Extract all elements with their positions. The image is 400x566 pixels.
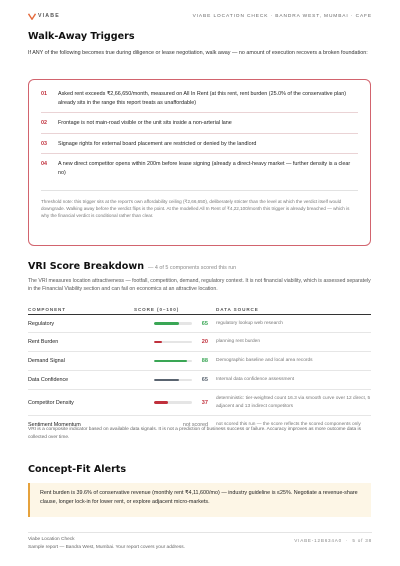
score-bar-fill: [154, 322, 179, 325]
page-number: 5 of 38: [352, 538, 372, 543]
trigger-item: [41, 90, 358, 107]
divider: [41, 133, 358, 134]
trigger-item: [41, 140, 358, 149]
divider: [41, 153, 358, 154]
score-value: 37: [201, 399, 208, 406]
vri-footnote: VRI is a composite indicator based on available data signals. It is not a prediction of business success or failure. Accuracy improves as more outcome data is collected over time.: [28, 427, 362, 440]
trigger-item: [41, 119, 358, 128]
score-cell: [134, 321, 216, 327]
data-source: not scored this run — the score reflects the scored components only: [216, 421, 361, 427]
score-cell: [134, 377, 216, 383]
table-header: [28, 305, 371, 315]
walkaway-intro: If ANY of the following becomes true during diligence or lease negotiation, walk away — no amount of execution recovers a broken foundation:: [28, 50, 368, 56]
concept-alert: [28, 483, 371, 517]
score-cell: [134, 339, 216, 345]
alert-text: Rent burden is 39.6% of conservative revenue (monthly rent ₹4,11,600/mo) — industry guideline is ≤25%. Negotiate a revenue-share clause, longer lock-in for lower rent, or explore adjacent micro-markets.: [40, 490, 358, 505]
component-name: Data Confidence: [28, 377, 69, 383]
header-source: DATA SOURCE: [216, 307, 259, 312]
score-bar-track: [154, 401, 192, 404]
score-value: not scored: [182, 421, 208, 428]
component-name: Rent Burden: [28, 339, 59, 345]
footer-separator: ·: [346, 538, 349, 543]
component-name: Sentiment Momentum: [28, 421, 81, 428]
footer-right: [294, 538, 372, 543]
vri-title-row: [28, 261, 236, 272]
footer-divider: [28, 532, 372, 533]
data-source: planning rent burden: [216, 339, 261, 345]
score-bar-track: [154, 379, 192, 382]
page-header: [28, 10, 372, 22]
trigger-number: 03: [41, 140, 47, 147]
threshold-note: Threshold note: this trigger sits at the report's own affordability ceiling (₹2,66,650), deliberately stricter than the level at which the verdict itself would downgrade. Walking away before the verdict flips is the point. At the modelled All In Rent of ₹4,22,100/month this trigger is already breached — which is why the financial verdict is conditional rather than clear.: [41, 190, 358, 220]
trigger-text: Asked rent exceeds ₹2,66,650/month, measured on All In Rent (at this rent, rent burden (25.0% of the conservative plan) already sits in the range this report treats as unaffordable): [58, 91, 347, 106]
score-bar-fill: [154, 379, 179, 382]
score-cell: [134, 358, 216, 364]
trigger-number: 01: [41, 91, 47, 97]
walkaway-title: Walk-Away Triggers: [28, 31, 135, 42]
data-source: deterministic: tier-weighted count 16.3 via smooth curve over 12 direct, 5 adjacent and 13 indirect competitors: [216, 396, 371, 409]
data-source: Internal data confidence assessment: [216, 377, 295, 383]
score-value: 88: [201, 358, 208, 364]
score-cell: [134, 400, 216, 406]
header-score: SCORE (0–100): [134, 307, 180, 312]
trigger-text: Signage rights for external board placement are restricted or denied by the landlord: [58, 140, 257, 147]
trigger-number: 04: [41, 161, 47, 168]
trigger-text: Frontage is not main-road visible or the unit sits inside a non-arterial lane: [58, 120, 232, 127]
score-bar-track: [154, 360, 192, 363]
walkaway-trigger-box: [28, 79, 371, 246]
component-name: Regulatory: [28, 320, 55, 327]
doc-id: VIABE-12B634A0: [294, 538, 342, 543]
table-row: [28, 371, 371, 390]
score-value: 65: [201, 377, 208, 383]
data-source: regulatory lookup web research: [216, 320, 283, 326]
table-row: [28, 352, 371, 371]
divider: [41, 112, 358, 113]
vri-table: [28, 305, 371, 433]
brand-logo: [28, 13, 60, 20]
table-row: [28, 315, 371, 333]
vri-subtitle: — 4 of 5 components scored this run: [148, 265, 237, 271]
score-bar-track: [154, 322, 192, 325]
data-source: Demographic baseline and local area records: [216, 358, 313, 364]
score-value: 20: [201, 339, 208, 345]
header-context: VIABE LOCATION CHECK · BANDRA WEST, MUMBAI · CAFE: [192, 13, 372, 19]
footer-left: [28, 536, 185, 552]
brand-name: VIABE: [38, 13, 60, 19]
component-name: Demand Signal: [28, 358, 65, 364]
table-row: [28, 333, 371, 352]
table-row: [28, 390, 371, 416]
vri-description: The VRI measures location attractiveness — footfall, competition, demand, regulatory context. It is not financial viability, which is assessed separately in the Financial Viability section and can fail on economics at an attractive location.: [28, 278, 371, 293]
trigger-item: [41, 160, 358, 177]
component-name: Competitor Density: [28, 399, 74, 406]
trigger-text: A new direct competitor opens within 200m before lease signing (already a direct-heavy market — further density is a clear no): [58, 161, 351, 176]
score-bar-fill: [154, 341, 162, 344]
trigger-number: 02: [41, 120, 47, 127]
vri-title: VRI Score Breakdown: [28, 261, 145, 272]
score-bar-fill: [154, 360, 187, 363]
score-bar-track: [154, 341, 192, 344]
score-value: 65: [201, 320, 208, 327]
concept-title: Concept-Fit Alerts: [28, 464, 127, 475]
score-bar-fill: [154, 401, 168, 404]
footer-note: Sample report — Bandra West, Mumbai. Your report covers your address.: [28, 545, 185, 550]
footer-title: Viabe Location Check: [28, 537, 75, 542]
header-component: COMPONENT: [28, 307, 66, 312]
viabe-logo-icon: [28, 13, 36, 20]
